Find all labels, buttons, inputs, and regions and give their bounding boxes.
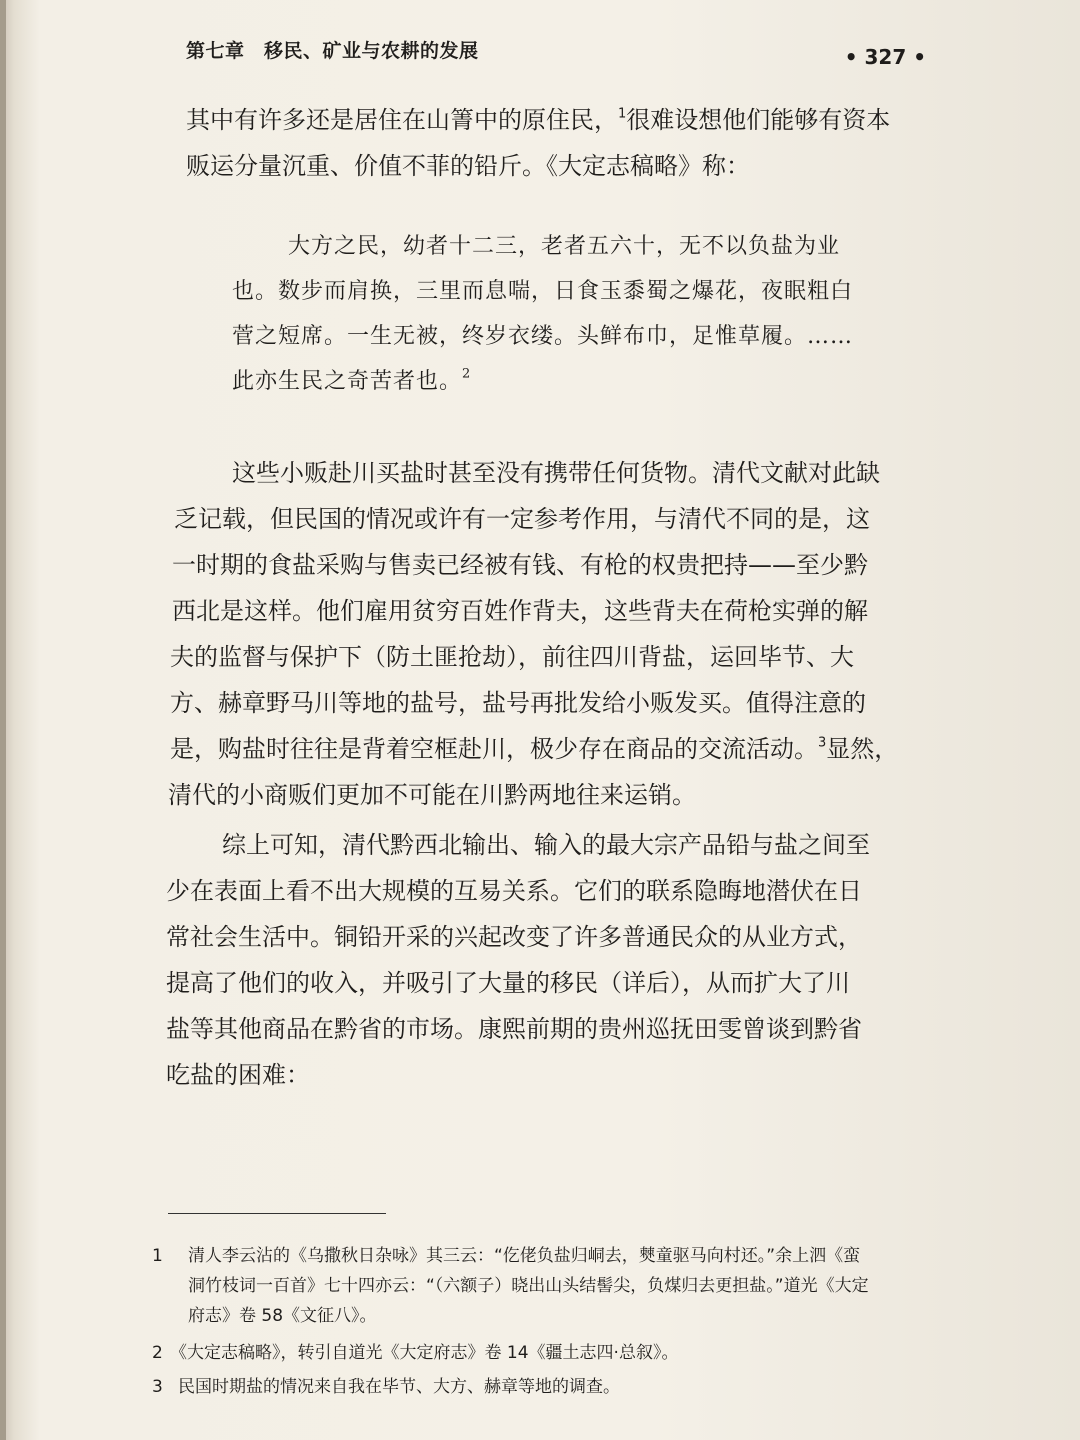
paragraph-2-line-6: 方、赫章野马川等地的盐号，盐号再批发给小贩发买。值得注意的 [170,689,866,717]
paragraph-2-line-3: 一时期的食盐采购与售卖已经被有钱、有枪的权贵把持——至少黔 [172,551,868,579]
book-spine-shadow [0,0,6,1440]
footnote-2-line-1: 《大定志稿略》，转引自道光《大定府志》卷 14《疆土志四·总叙》。 [170,1343,679,1363]
footnote-ref-3: 3 [818,735,827,751]
paragraph-2-line-1: 这些小贩赴川买盐时甚至没有携带任何货物。清代文献对此缺 [232,459,880,487]
footnote-2 [152,1338,942,1368]
page-number: • 327 • [844,45,926,69]
running-head: 第七章 移民、矿业与农耕的发展 [186,40,479,62]
quote-line-2: 也。数步而肩换，三里而息喘，日食玉黍蜀之爆花，夜眠粗白 [232,279,854,304]
footnote-ref-2: 2 [462,366,472,382]
footnote-divider [168,1213,386,1214]
paragraph-2-line-2: 乏记载，但民国的情况或许有一定参考作用，与清代不同的是，这 [174,505,870,533]
paragraph-3-line-1: 综上可知，清代黔西北输出、输入的最大宗产品铅与盐之间至 [222,831,870,859]
quote-line-1: 大方之民，幼者十二三，老者五六十，无不以负盐为业 [288,234,841,259]
paragraph-2 [166,450,936,818]
quote-line-3: 菅之短席。一生无被，终岁衣缕。头鲜布巾，足惟草履。…… [232,324,854,349]
paragraph-2-line-4: 西北是这样。他们雇用贫穷百姓作背夫，这些背夫在荷枪实弹的解 [172,597,868,625]
footnote-2-text [170,1338,678,1368]
footnote-1-number: 1 [152,1246,163,1266]
paragraph-2-line-8: 清代的小商贩们更加不可能在川黔两地往来运销。 [168,781,696,809]
footnote-2-number: 2 [152,1343,163,1363]
footnote-3 [152,1372,942,1402]
paragraph-3-line-5: 盐等其他商品在黔省的市场。康熙前期的贵州巡抚田雯曾谈到黔省 [166,1015,862,1043]
footnote-1-line-3: 府志》卷 58《文征八》。 [188,1306,377,1326]
paragraph-1-line-1: 其中有许多还是居住在山箐中的原住民，$^1$很难设想他们能够有资本 [186,106,891,134]
footnote-1-line-1: 清人李云沾的《乌撒秋日杂咏》其三云：“仡佬负盐归峒去，僰童驱马向村还。”余上泗《蛮 [188,1246,861,1266]
footnote-3-line-1: 民国时期盐的情况来自我在毕节、大方、赫章等地的调查。 [178,1377,620,1397]
footnote-1-line-2: 洞竹枝词一百首》七十四亦云：“（六额子）晓出山头结髻尖，负煤归去更担盐。”道光《大定 [188,1276,869,1296]
paragraph-3-line-2: 少在表面上看不出大规模的互易关系。它们的联系隐晦地潜伏在日 [166,877,862,905]
paragraph-3 [166,822,936,1098]
footnote-3-number: 3 [152,1377,163,1397]
paragraph-1-line-2: 贩运分量沉重、价值不菲的铅斤。《大定志稿略》称： [186,152,750,180]
paragraph-3-line-3: 常社会生活中。铜铅开采的兴起改变了许多普通民众的从业方式， [166,923,862,951]
paragraph-3-line-4: 提高了他们的收入，并吸引了大量的移民（详后），从而扩大了川 [166,969,850,997]
paragraph-1 [166,97,936,189]
block-quote [232,224,932,404]
paragraph-2-line-5: 夫的监督与保护下（防土匪抢劫），前往四川背盐，运回毕节、大 [170,643,854,671]
footnote-3-text [178,1372,620,1402]
paragraph-2-line-7: 是，购盐时往往是背着空框赴川，极少存在商品的交流活动。$^3$显然， [170,735,899,763]
footnote-1 [152,1241,942,1331]
footnote-ref-1: 1 [618,106,627,122]
page-header [186,36,926,69]
paragraph-3-line-6: 吃盐的困难： [166,1061,310,1089]
footnote-1-text [188,1241,869,1331]
quote-line-4: 此亦生民之奇苦者也。$^2$ [232,366,472,394]
